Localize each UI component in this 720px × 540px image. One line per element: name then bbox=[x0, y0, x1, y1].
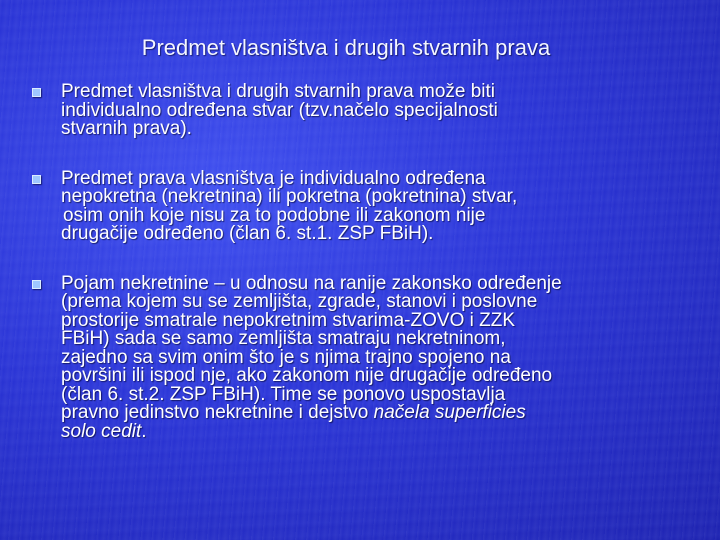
text-line: Predmet prava vlasništva je individualno određena bbox=[61, 167, 486, 189]
text-line: prostorije smatrale nepokretnim stvarima-ZOVO i ZZK bbox=[61, 309, 516, 331]
text-line bbox=[61, 404, 710, 423]
square-bullet-icon bbox=[32, 88, 41, 97]
italic-phrase: načela superficies bbox=[373, 402, 526, 423]
text-line: individualno određena stvar (tzv.načelo specijalnosti bbox=[61, 99, 498, 121]
text-line: (član 6. st.2. ZSP FBiH). Time se ponovo uspostavlja bbox=[61, 383, 506, 405]
text-line: Pojam nekretnine – u odnosu na ranije zakonsko određenje bbox=[61, 272, 562, 294]
text-segment: pravno jedinstvo nekretnine i dejstvo bbox=[61, 402, 374, 423]
text-line: zajedno sa svim onim što je s njima trajno spojeno na bbox=[61, 346, 511, 368]
bullet-item bbox=[30, 167, 710, 244]
text-line: stvarnih prava). bbox=[61, 118, 192, 139]
square-bullet-icon bbox=[32, 280, 41, 289]
italic-phrase: solo cedit bbox=[61, 420, 142, 442]
text-line: nepokretna (nekretnina) ili pokretna (pokretnina) stvar, bbox=[61, 186, 518, 207]
text-line: osim onih koje nisu za to podobne ili zakonom nije bbox=[63, 204, 486, 226]
text-line: Predmet vlasništva i drugih stvarnih prava može biti bbox=[61, 81, 496, 102]
text-line: površini ili ispod nje, ako zakonom nije drugačije određeno bbox=[61, 365, 553, 386]
text-line: (prema kojem su se zemljišta, zgrade, stanovi i poslovne bbox=[61, 291, 538, 312]
bullet-list bbox=[30, 83, 710, 441]
text-segment: . bbox=[141, 420, 147, 442]
square-bullet-icon bbox=[32, 175, 41, 184]
text-line bbox=[61, 420, 710, 442]
bullet-item bbox=[30, 272, 710, 442]
slide-title: Predmet vlasništva i drugih stvarnih prava bbox=[141, 35, 551, 60]
text-line: FBiH) sada se samo zemljišta smatraju nekretninom, bbox=[61, 328, 506, 349]
text-line: drugačije određeno (član 6. st.1. ZSP FBiH). bbox=[61, 223, 434, 244]
bullet-item bbox=[30, 83, 710, 139]
